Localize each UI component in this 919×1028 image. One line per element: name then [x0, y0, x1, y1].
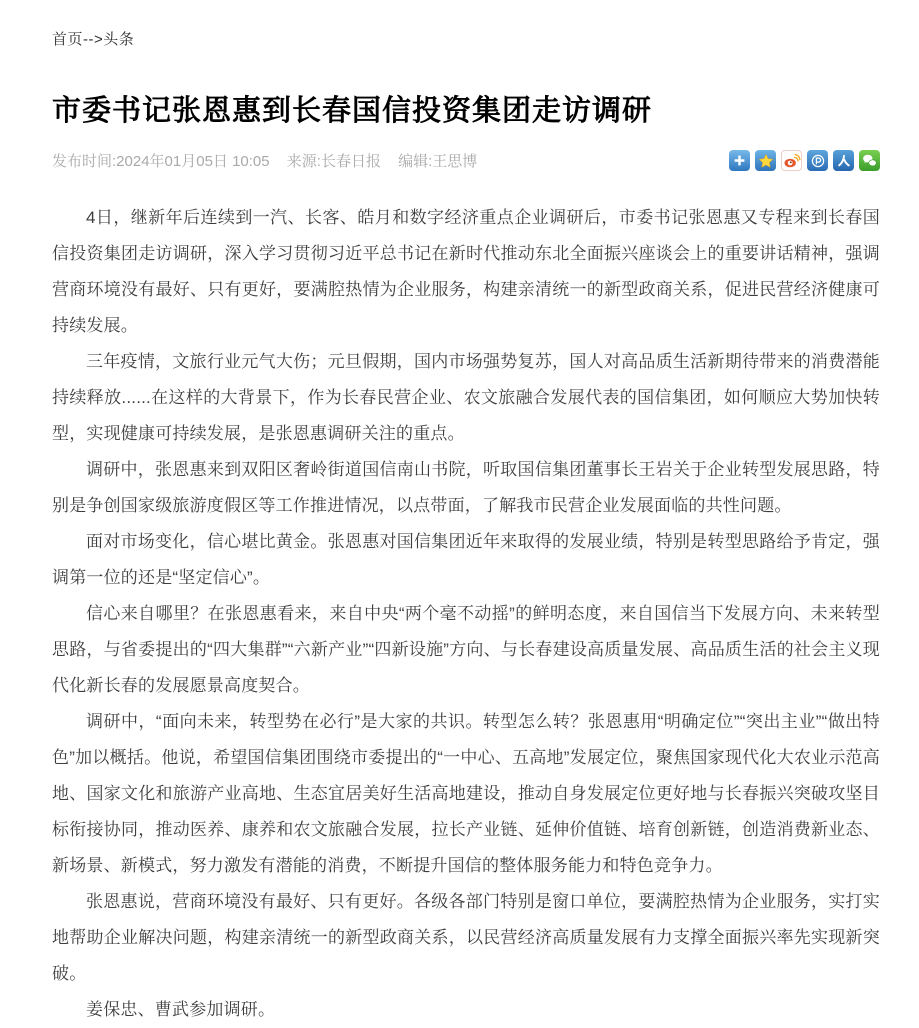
article-paragraph: 调研中，“面向未来，转型势在必行”是大家的共识。转型怎么转？张恩惠用“明确定位”“突出主业”“做出特色”加以概括。他说，希望国信集团围绕市委提出的“一中心、五高地”发展定位，聚焦国家现代化大农业示范高地、国家文化和旅游产业高地、生态宜居美好生活高地建设，推动自身发展定位更好地与长春振兴突破攻坚目标衔接协同，推动医养、康养和农文旅融合发展，拉长产业链、延伸价值链、培育创新链，创造消费新业态、新场景、新模式，努力激发有潜能的消费，不断提升国信的整体服务能力和特色竞争力。: [52, 712, 880, 875]
article-paragraph: 张恩惠说，营商环境没有最好、只有更好。各级各部门特别是窗口单位，要满腔热情为企业服务，实打实地帮助企业解决问题，构建亲清统一的新型政商关系，以民营经济高质量发展有力支撑全面振兴率先实现新突破。: [52, 892, 880, 983]
breadcrumb-separator: -->: [83, 31, 104, 48]
article-paragraph: 信心来自哪里？在张恩惠看来，来自中央“两个毫不动摇”的鲜明态度，来自国信当下发展方向、未来转型思路，与省委提出的“四大集群”“六新产业”“四新设施”方向、与长春建设高质量发展、高品质生活的社会主义现代化新长春的发展愿景高度契合。: [52, 604, 880, 695]
breadcrumb-home-link[interactable]: 首页: [52, 31, 84, 48]
article-paragraph: 4日，继新年后连续到一汽、长客、皓月和数字经济重点企业调研后，市委书记张恩惠又专程来到长春国信投资集团走访调研，深入学习贯彻习近平总书记在新时代推动东北全面振兴座谈会上的重要讲话精神，强调营商环境没有最好、只有更好，要满腔热情为企业服务，构建亲清统一的新型政商关系，促进民营经济健康可持续发展。: [52, 208, 880, 335]
page-title: 市委书记张恩惠到长春国信投资集团走访调研: [52, 95, 653, 127]
qzone-icon[interactable]: [755, 150, 776, 171]
wechat-icon[interactable]: [859, 150, 880, 171]
article-paragraph: 姜保忠、曹武参加调研。: [86, 1000, 276, 1019]
article-body: [52, 200, 880, 1028]
editor-label: 编辑:王思博: [398, 153, 478, 170]
article-meta: [52, 150, 477, 171]
sina-weibo-icon[interactable]: [781, 150, 802, 171]
source-label: 来源:长春日报: [286, 153, 381, 170]
article-meta-row: [52, 150, 880, 171]
breadcrumb: [52, 28, 880, 49]
renren-icon[interactable]: [833, 150, 854, 171]
article-paragraph: 面对市场变化，信心堪比黄金。张恩惠对国信集团近年来取得的发展业绩，特别是转型思路给予肯定，强调第一位的还是“坚定信心”。: [52, 532, 880, 587]
tencent-pengyou-icon[interactable]: [807, 150, 828, 171]
publish-time-label: 发布时间:2024年01月05日 10:05: [52, 153, 270, 170]
article-paragraph: 调研中，张恩惠来到双阳区奢岭街道国信南山书院，听取国信集团董事长王岩关于企业转型发展思路，特别是争创国家级旅游度假区等工作推进情况，以点带面，了解我市民营企业发展面临的共性问题。: [52, 460, 880, 515]
share-more-icon[interactable]: [729, 150, 750, 171]
article-paragraph: 三年疫情，文旅行业元气大伤；元旦假期，国内市场强势复苏，国人对高品质生活新期待带来的消费潜能持续释放......在这样的大背景下，作为长春民营企业、农文旅融合发展代表的国信集团，如何顺应大势加快转型，实现健康可持续发展，是张恩惠调研关注的重点。: [52, 352, 880, 443]
share-toolbar: [729, 150, 880, 171]
breadcrumb-current-link[interactable]: 头条: [103, 31, 135, 48]
